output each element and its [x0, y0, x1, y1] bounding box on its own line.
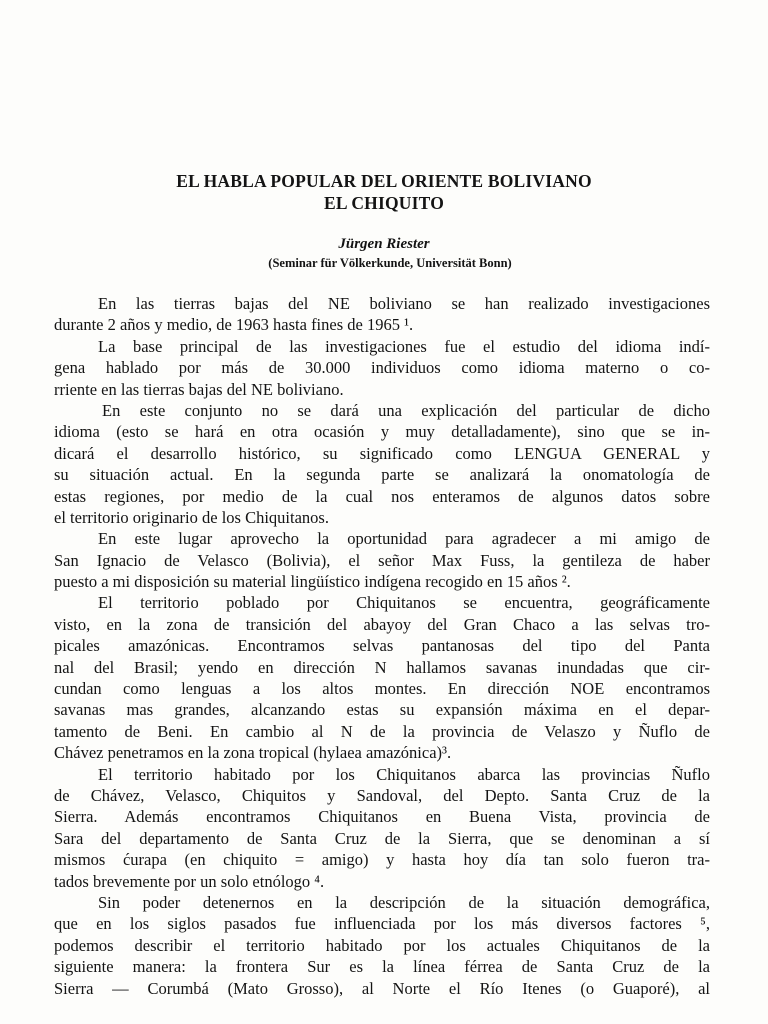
author-affiliation: (Seminar für Völkerkunde, Universität Bonn): [268, 256, 512, 270]
text-line: el territorio originario de los Chiquitanos.: [54, 507, 329, 527]
text-line: que en los siglos pasados fue influenciada por los más diversos factores ⁵,: [54, 914, 710, 934]
text-line: rriente en las tierras bajas del NE boliviano.: [54, 379, 344, 399]
text-line: Sara del departamento de Santa Cruz de la Sierra, que se denominan a sí: [54, 828, 710, 848]
text-line: durante 2 años y medio, de 1963 hasta fines de 1965 ¹.: [54, 315, 414, 335]
text-line: savanas mas grandes, alcanzando estas su expansión máxima en el depar-: [54, 700, 710, 720]
text-line: En este conjunto no se dará una explicación del particular de dicho: [102, 400, 710, 420]
author-name: Jürgen Riester: [338, 236, 430, 252]
text-line: tamento de Beni. En cambio al N de la provincia de Velaszo y Ñuflo de: [54, 721, 710, 741]
text-line: cundan como lenguas a los altos montes. En dirección NOE encontramos: [54, 679, 710, 699]
text-line: visto, en la zona de transición del abayoy del Gran Chaco a las selvas tro-: [54, 614, 710, 634]
text-line: Sin poder detenernos en la descripción de la situación demográfica,: [98, 892, 710, 912]
title-line-2: EL CHIQUITO: [323, 193, 445, 213]
text-line: En las tierras bajas del NE boliviano se han realizado investigaciones: [98, 294, 710, 313]
text-line: puesto a mi disposición su material lingüístico indígena recogido en 15 años ².: [54, 572, 571, 592]
text-line: dicará el desarrollo histórico, su significado como LENGUA GENERAL y: [54, 443, 710, 463]
text-line: La base principal de las investigaciones fue el estudio del idioma indí-: [98, 336, 710, 356]
text-line: idioma (esto se hará en otra ocasión y muy detalladamente), sino que se in-: [54, 422, 710, 442]
text-line: El territorio habitado por los Chiquitanos abarca las provincias Ñuflo: [98, 764, 710, 784]
text-line: gena hablado por más de 30.000 individuos como idioma materno o co-: [54, 358, 710, 378]
text-line: Sierra. Además encontramos Chiquitanos en Buena Vista, provincia de: [54, 807, 710, 827]
article-title: [0, 170, 768, 214]
text-line: nal del Brasil; yendo en dirección N hallamos savanas inundadas que cir-: [54, 657, 710, 677]
text-line: El territorio poblado por Chiquitanos se encuentra, geográficamente: [98, 593, 710, 613]
text-line: siguiente manera: la frontera Sur es la línea férrea de Santa Cruz de la: [54, 957, 710, 977]
text-line: estas regiones, por medio de la cual nos enteramos de algunos datos sobre: [54, 486, 710, 506]
text-line: tados brevemente por un solo etnólogo ⁴.: [54, 871, 325, 891]
text-line: Sierra — Corumbá (Mato Grosso), al Norte el Río Itenes (o Guaporé), al: [54, 978, 710, 998]
text-line: Chávez penetramos en la zona tropical (hylaea amazónica)³.: [54, 743, 452, 763]
text-line: picales amazónicas. Encontramos selvas pantanosas del tipo del Panta: [54, 636, 710, 656]
text-line: San Ignacio de Velasco (Bolivia), el señor Max Fuss, la gentileza de haber: [54, 550, 710, 570]
text-line: su situación actual. En la segunda parte se analizará la onomatología de: [54, 465, 710, 485]
text-line: de Chávez, Velasco, Chiquitos y Sandoval, del Depto. Santa Cruz de la: [54, 785, 710, 805]
text-line: En este lugar aprovecho la oportunidad para agradecer a mi amigo de: [98, 529, 710, 549]
title-line-1: EL HABLA POPULAR DEL ORIENTE BOLIVIANO: [176, 171, 592, 191]
text-line: podemos describir el territorio habitado por los actuales Chiquitanos de la: [54, 935, 710, 955]
text-line: mismos ćurapa (en chiquito = amigo) y hasta hoy día tan solo fueron tra-: [54, 850, 710, 870]
body-text: [54, 293, 710, 999]
